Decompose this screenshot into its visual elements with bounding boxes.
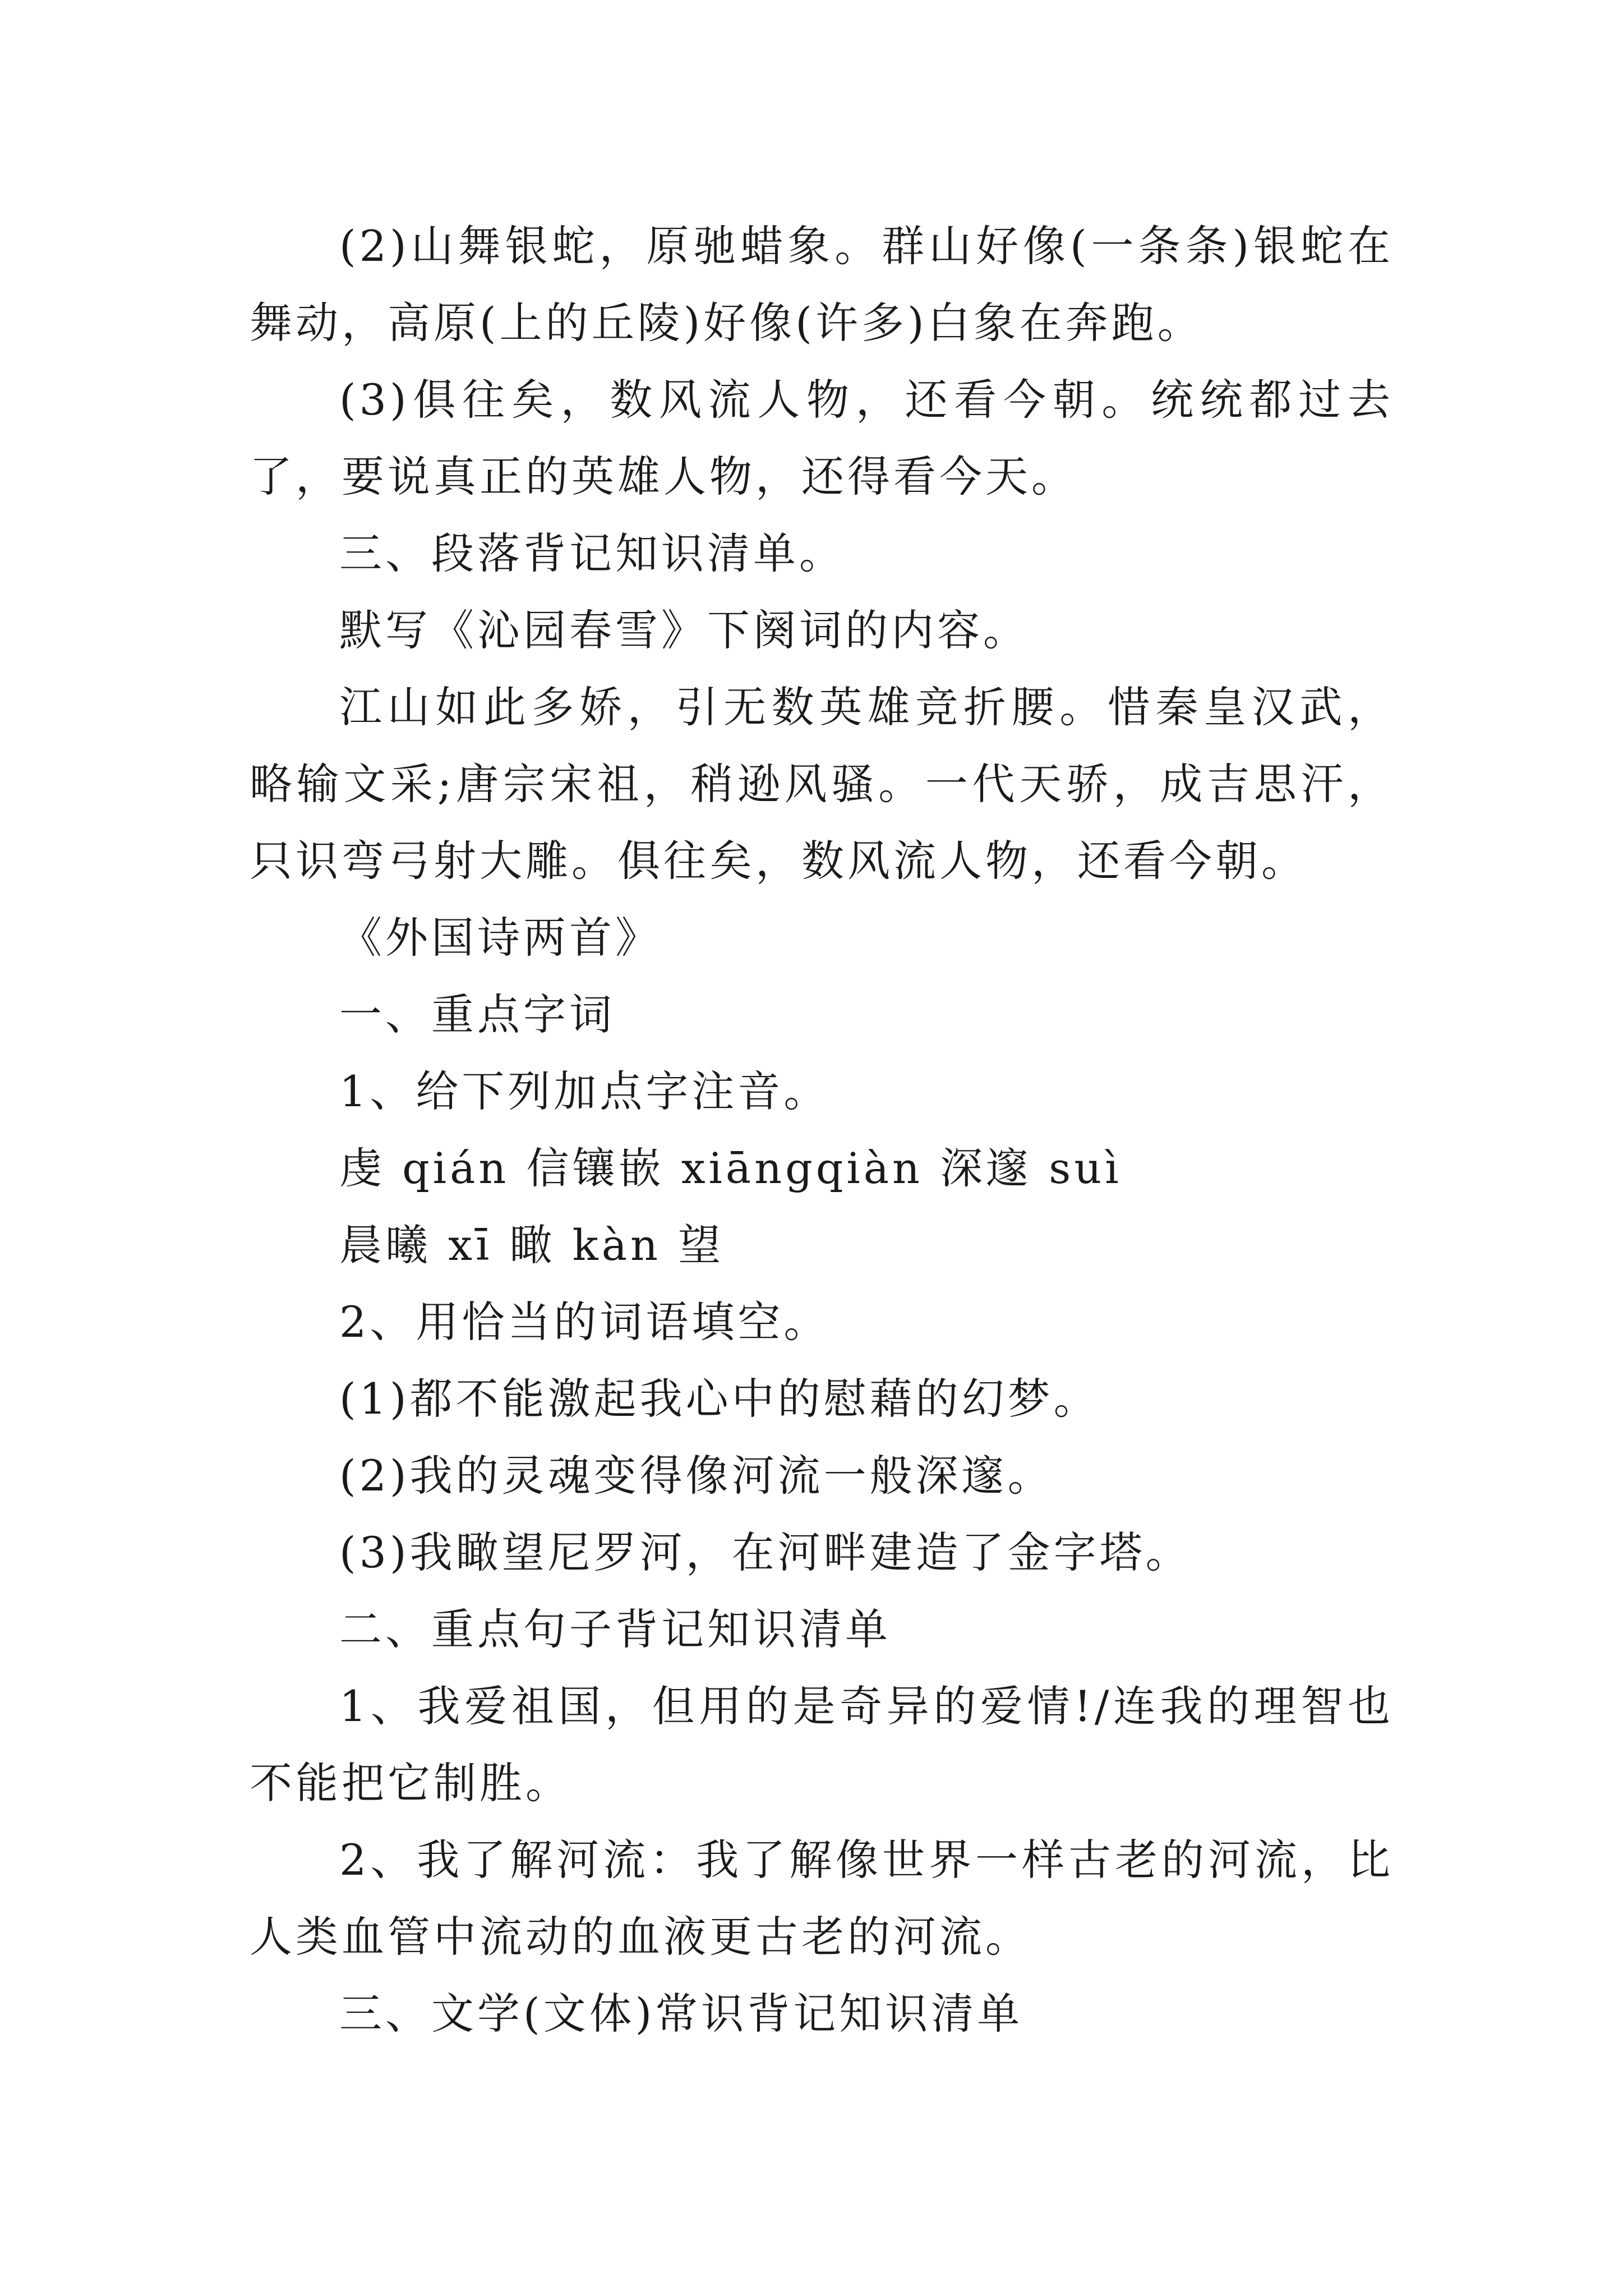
pinyin-line: 晨曦 xī 瞰 kàn 望	[339, 1220, 725, 1270]
paragraph: 2、我了解河流：我了解像世界一样古老的河流，比人类血管中流动的血液更古老的河流。	[250, 1835, 1394, 1962]
poem-title: 《外国诗两首》	[339, 913, 661, 963]
paragraph: (2)我的灵魂变得像河流一般深邃。	[339, 1451, 1054, 1501]
pinyin-line: 虔 qián 信镶嵌 xiāngqiàn 深邃 suì	[339, 1143, 1122, 1193]
paragraph: (3)我瞰望尼罗河，在河畔建造了金字塔。	[339, 1527, 1192, 1577]
paragraph: 江山如此多娇，引无数英雄竞折腰。惜秦皇汉武，略输文采;唐宗宋祖，稍逊风骚。一代天骄，成吉思汗，只识弯弓射大雕。俱往矣，数风流人物，还看今朝。	[250, 682, 1394, 886]
paragraph: (1)都不能激起我心中的慰藉的幻梦。	[339, 1374, 1100, 1424]
section-heading: 二、重点句子背记知识清单	[339, 1604, 891, 1654]
paragraph: 默写《沁园春雪》下阕词的内容。	[339, 605, 1029, 655]
section-heading: 三、文学(文体)常识背记知识清单	[339, 1989, 1023, 2039]
paragraph: 2、用恰当的词语填空。	[339, 1297, 830, 1347]
paragraph: (2)山舞银蛇，原驰蜡象。群山好像(一条条)银蛇在舞动，高原(上的丘陵)好像(许多)白象在奔跑。	[250, 221, 1394, 348]
section-heading: 三、段落背记知识清单。	[339, 528, 845, 578]
document-body	[250, 208, 1394, 2052]
paragraph: 1、我爱祖国，但用的是奇异的爱情!/连我的理智也不能把它制胜。	[250, 1681, 1394, 1808]
section-heading: 一、重点字词	[339, 990, 615, 1039]
paragraph: (3)俱往矣，数风流人物，还看今朝。统统都过去了，要说真正的英雄人物，还得看今天。	[250, 375, 1394, 501]
paragraph: 1、给下列加点字注音。	[339, 1066, 830, 1116]
